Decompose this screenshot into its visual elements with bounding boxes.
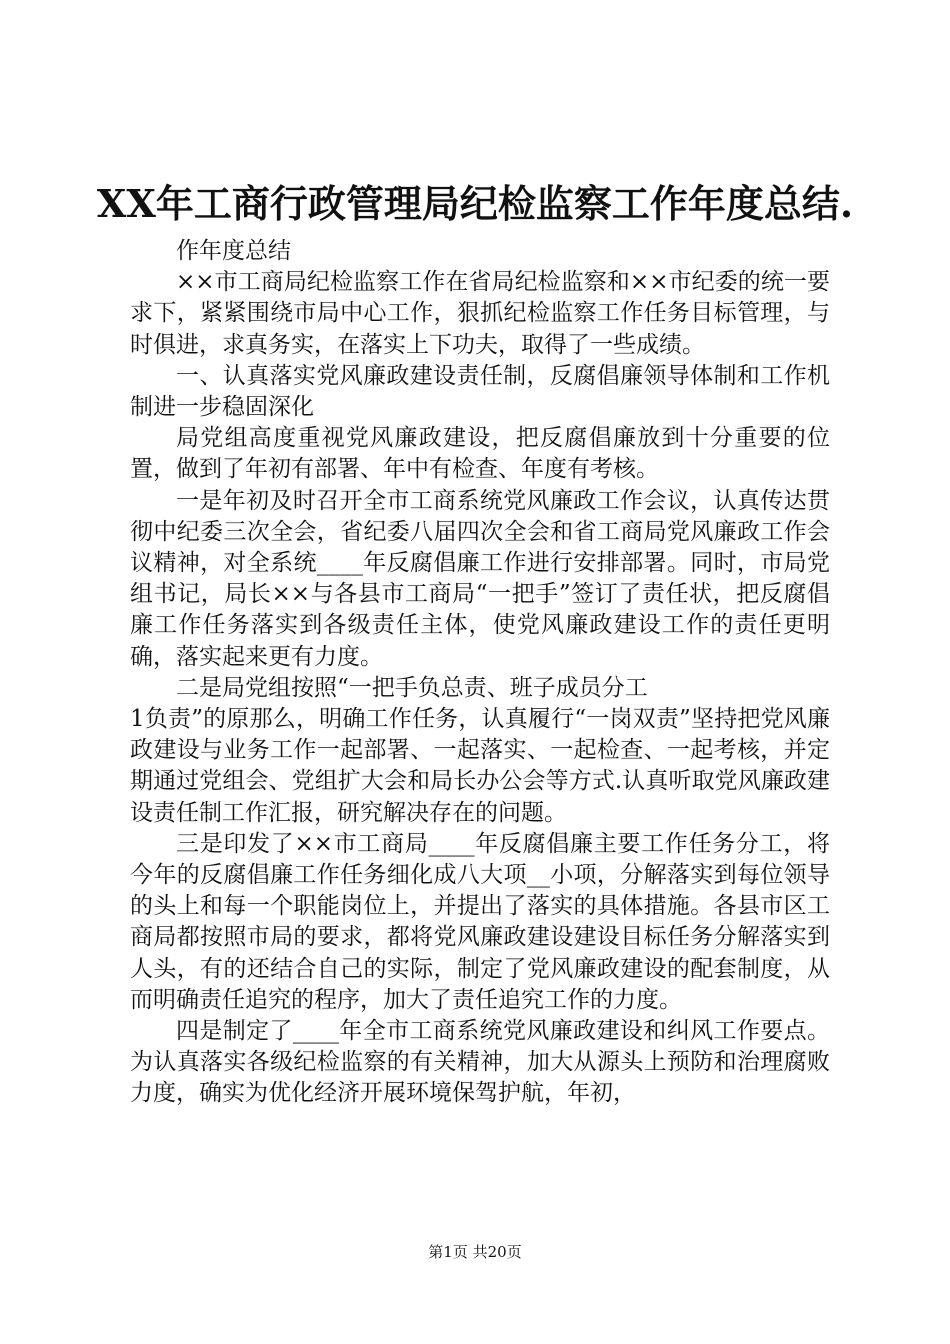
document-body (130, 236, 830, 1110)
document-title: XX年工商行政管理局纪检监察工作年度总结. (96, 181, 854, 226)
paragraph: 四是制定了____年全市工商系统党风廉政建设和纠风工作要点。为认真落实各级纪检监察的有关精神，加大从源头上预防和治理腐败力度，确实为优化经济开展环境保驾护航，年初， (130, 1018, 830, 1107)
paragraph: 三是印发了××市工商局____年反腐倡廉主要工作任务分工，将今年的反腐倡廉工作任务细化成八大项__小项，分解落实到每位领导的头上和每一个职能岗位上，并提出了落实的具体措施。各县市区工商局都按照市局的要求，都将党风廉政建设建设目标任务分解落实到人头，有的还结合自己的实际，制定了党风廉政建设的配套制度，从而明确责任追究的程序，加大了责任追究工作的力度。 (130, 830, 830, 1013)
paragraph: 作年度总结 (176, 238, 291, 264)
section-heading: 一、认真落实党风廉政建设责任制，反腐倡廉领导体制和工作机制进一步稳固深化 (130, 362, 830, 421)
paragraph: 二是局党组按照“一把手负总责、班子成员分工 (176, 674, 648, 701)
paragraph: 局党组高度重视党风廉政建设，把反腐倡廉放到十分重要的位置，做到了年初有部署、年中有检查、年度有考核。 (130, 425, 830, 483)
paragraph: 一是年初及时召开全市工商系统党风廉政工作会议，认真传达贯彻中纪委三次全会，省纪委八届四次全会和省工商局党风廉政工作会议精神，对全系统____年反腐倡廉工作进行安排部署。同时，市局党组书记，局长××与各县市工商局“一把手”签订了责任状，把反腐倡廉工作任务落实到各级责任主体，使党风廉政建设工作的责任更明确，落实起来更有力度。 (130, 487, 830, 670)
page-number: 第1页 共20页 (428, 1243, 522, 1261)
paragraph: ××市工商局纪检监察工作在省局纪检监察和××市纪委的统一要求下，紧紧围绕市局中心工作，狠抓纪检监察工作任务目标管理，与时俱进，求真务实，在落实上下功夫，取得了一些成绩。 (130, 269, 830, 358)
paragraph: 1负责”的原那么，明确工作任务，认真履行“一岗双责”坚持把党风廉政建设与业务工作一起部署、一起落实、一起检查、一起考核，并定期通过党组会、党组扩大会和局长办公会等方式.认真听取党风廉政建设责任制工作汇报，研究解决存在的问题。 (130, 706, 830, 826)
